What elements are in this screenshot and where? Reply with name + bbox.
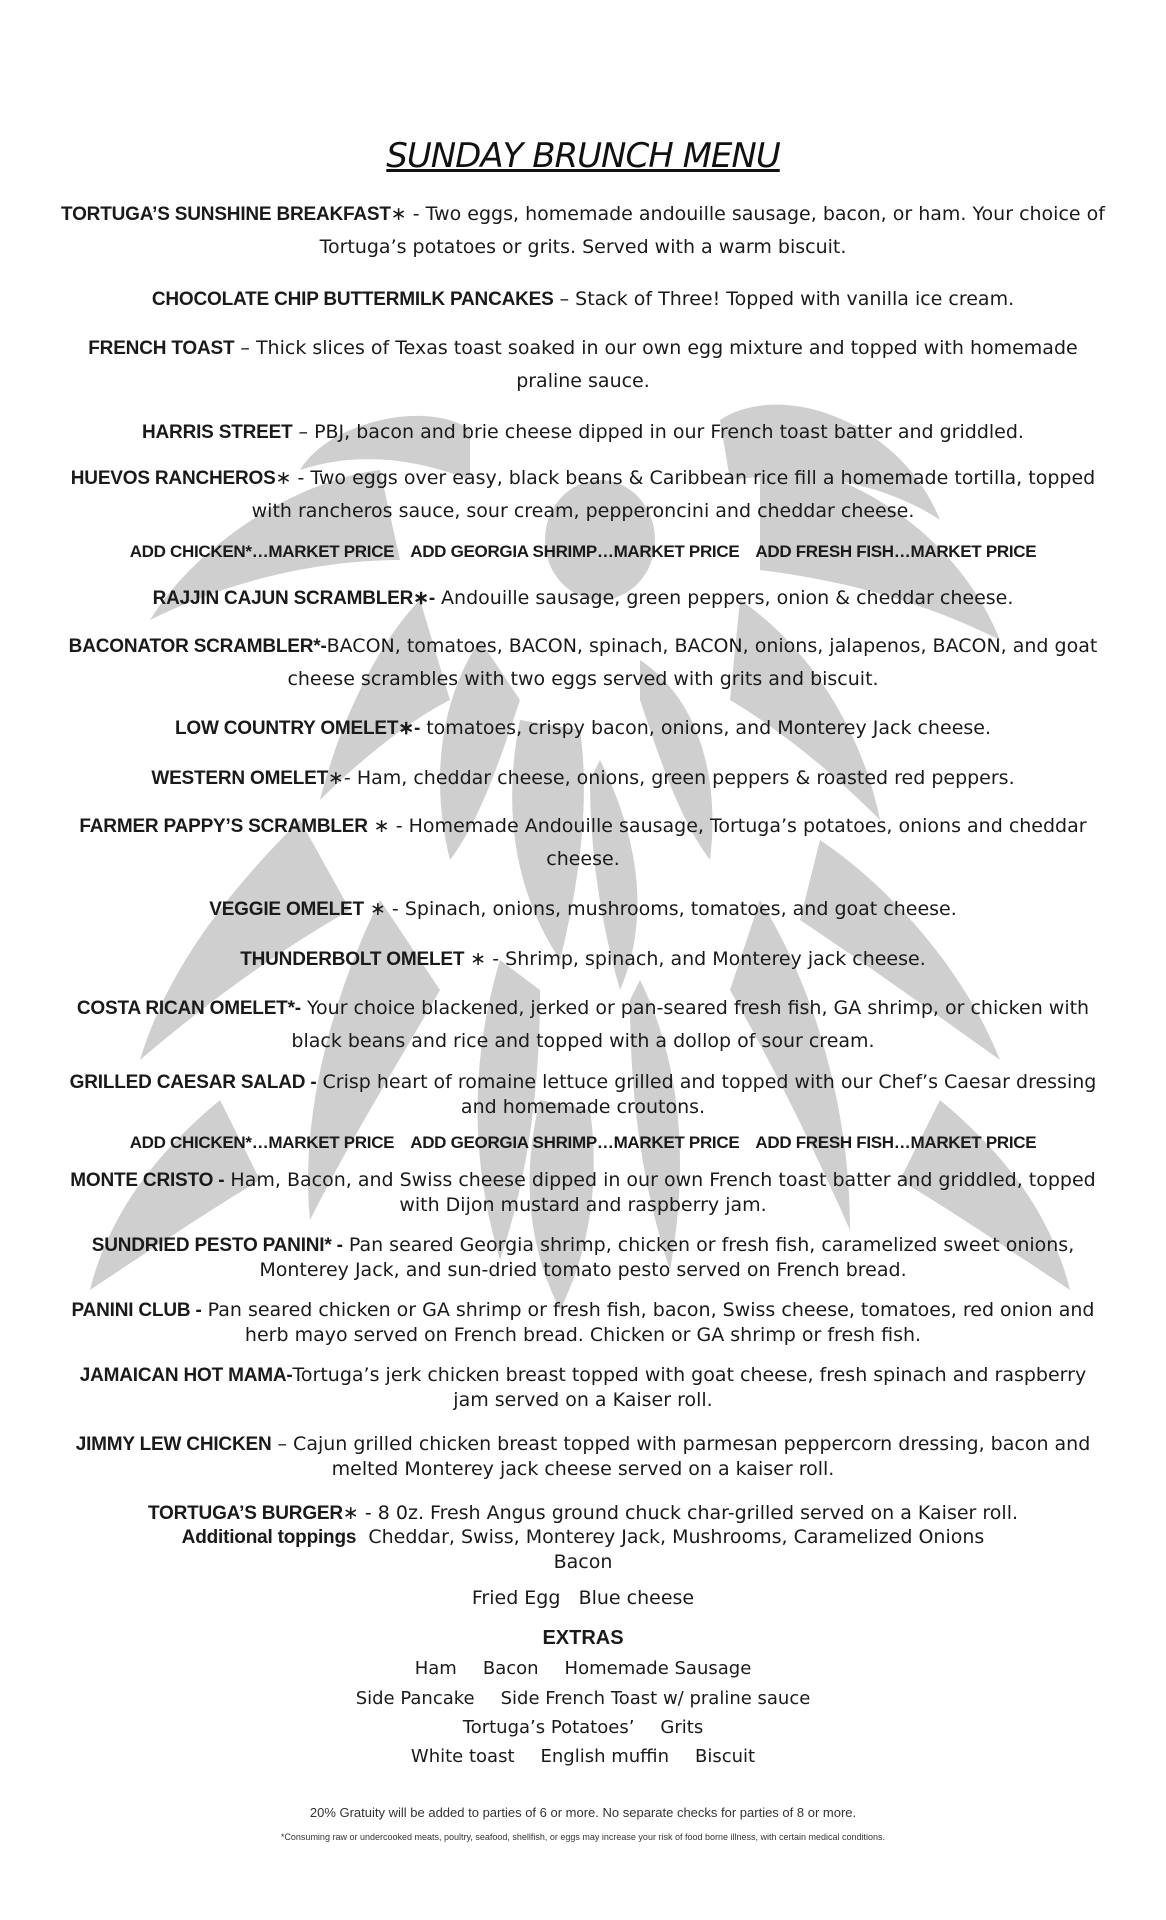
item-desc: Ham, Bacon, and Swiss cheese dipped in our own French toast batter and griddled, topped with Dijon mustard and raspberry jam. (224, 1169, 1096, 1216)
extras-row-1 (0, 1658, 1166, 1679)
item-desc: Tortuga’s jerk chicken breast topped with goat cheese, fresh spinach and raspberry jam served on a Kaiser roll. (292, 1364, 1087, 1411)
menu-item-tortuga-burger (60, 1501, 1106, 1526)
menu-item-jamaican-hot-mama (60, 1363, 1106, 1413)
menu-item-costa-rican (60, 992, 1106, 1058)
item-desc: – Cajun grilled chicken breast topped with parmesan peppercorn dressing, bacon and melted Monterey jack cheese served on a kaiser roll. (271, 1433, 1091, 1480)
menu-item-panini-club (60, 1298, 1106, 1348)
item-desc: Andouille sausage, green peppers, onion & cheddar cheese. (435, 587, 1014, 609)
item-desc: Your choice blackened, jerked or pan-seared fresh fish, GA shrimp, or chicken with black beans and rice and topped with a dollop of sour cream. (291, 997, 1090, 1052)
extra-item: White toast (410, 1746, 515, 1767)
menu-item-farmer-pappy (60, 810, 1106, 876)
menu-item-veggie-omelet (60, 893, 1106, 926)
extras-row-4 (0, 1746, 1166, 1767)
toppings-line-2 (0, 1551, 1166, 1573)
item-desc: Pan seared chicken or GA shrimp or fresh fish, bacon, Swiss cheese, tomatoes, red onion and herb mayo served on French bread. Chicken or GA shrimp or fresh fish. (201, 1299, 1095, 1346)
food-safety-disclaimer: *Consuming raw or undercooked meats, poultry, seafood, shellfish, or eggs may increase your risk of food borne illness, with certain medical conditions. (280, 1832, 886, 1842)
extra-item: Side French Toast w/ praline sauce (500, 1688, 811, 1709)
menu-item-huevos-rancheros (60, 462, 1106, 528)
extras-heading (0, 1627, 1166, 1650)
add-shrimp: ADD GEORGIA SHRIMP…MARKET PRICE (410, 1133, 740, 1152)
toppings-blue-cheese: Blue cheese (578, 1587, 695, 1609)
add-protein-line-2 (40, 1133, 1126, 1153)
item-desc: ∗ - Homemade Andouille sausage, Tortuga’s potatoes, onions and cheddar cheese. (367, 815, 1087, 870)
menu-item-sunshine-breakfast (60, 198, 1106, 264)
menu-item-rajjin-cajun (60, 582, 1106, 615)
extra-item: Biscuit (695, 1746, 756, 1767)
item-desc: BACON, tomatoes, BACON, spinach, BACON, onions, jalapenos, BACON, and goat cheese scrambles with two eggs served with grits and biscuit. (287, 635, 1098, 690)
extra-item: Homemade Sausage (564, 1658, 752, 1679)
toppings-label: Additional toppings (181, 1527, 357, 1548)
add-shrimp: ADD GEORGIA SHRIMP…MARKET PRICE (410, 542, 740, 561)
item-name: TORTUGA’S BURGER (147, 1503, 343, 1524)
menu-item-pesto-panini (60, 1233, 1106, 1283)
item-desc: ∗- Ham, cheddar cheese, onions, green peppers & roasted red peppers. (328, 767, 1015, 789)
menu-item-thunderbolt (60, 943, 1106, 976)
item-desc: Pan seared Georgia shrimp, chicken or fresh fish, caramelized sweet onions, Monterey Jack, and sun-dried tomato pesto served on French bread. (259, 1234, 1075, 1281)
item-name: SUNDRIED PESTO PANINI* - (91, 1235, 343, 1256)
item-name: RAJJIN CAJUN SCRAMBLER∗- (152, 588, 436, 609)
item-name: JAMAICAN HOT MAMA- (79, 1365, 293, 1386)
add-protein-line (40, 542, 1126, 562)
item-name: CHOCOLATE CHIP BUTTERMILK PANCAKES (151, 289, 554, 310)
extra-item: Bacon (482, 1658, 539, 1679)
extras-row-2 (0, 1688, 1166, 1709)
toppings-bacon: Bacon (553, 1551, 613, 1573)
additional-toppings (0, 1526, 1166, 1549)
item-desc: – Thick slices of Texas toast soaked in our own egg mixture and topped with homemade praline sauce. (234, 337, 1078, 392)
menu-item-jimmy-lew (60, 1432, 1106, 1482)
add-chicken: ADD CHICKEN*…MARKET PRICE (129, 542, 395, 561)
item-desc: Crisp heart of romaine lettuce grilled and topped with our Chef’s Caesar dressing and homemade croutons. (316, 1071, 1097, 1118)
extra-item: Side Pancake (355, 1688, 475, 1709)
item-name: HUEVOS RANCHEROS (70, 468, 276, 489)
extra-item: Grits (660, 1717, 704, 1738)
extra-item: Ham (414, 1658, 457, 1679)
toppings-fried-egg: Fried Egg (471, 1587, 561, 1609)
menu-item-western-omelet (60, 762, 1106, 795)
add-fish: ADD FRESH FISH…MARKET PRICE (755, 542, 1037, 561)
item-name: THUNDERBOLT OMELET (240, 949, 465, 970)
item-name: HARRIS STREET (142, 422, 293, 443)
extras-row-3 (0, 1717, 1166, 1738)
menu-item-pancakes (60, 283, 1106, 316)
item-desc: – Stack of Three! Topped with vanilla ice cream. (553, 288, 1015, 310)
item-desc: ∗ - Two eggs, homemade andouille sausage, bacon, or ham. Your choice of Tortuga’s potatoes or grits. Served with a warm biscuit. (319, 203, 1105, 258)
item-name: WESTERN OMELET (151, 768, 328, 789)
item-desc: ∗ - Shrimp, spinach, and Monterey jack cheese. (464, 948, 926, 970)
item-desc: – PBJ, bacon and brie cheese dipped in our French toast batter and griddled. (292, 421, 1024, 443)
menu-item-monte-cristo (60, 1168, 1106, 1218)
item-name: LOW COUNTRY OMELET∗- (174, 718, 421, 739)
extra-item: Tortuga’s Potatoes’ (462, 1717, 635, 1738)
item-name: FARMER PAPPY’S SCRAMBLER (79, 816, 368, 837)
item-name: BACONATOR SCRAMBLER*- (68, 636, 327, 657)
item-name: FRENCH TOAST (88, 338, 235, 359)
item-desc: ∗ - Spinach, onions, mushrooms, tomatoes, and goat cheese. (363, 898, 957, 920)
item-name: VEGGIE OMELET (209, 899, 364, 920)
extras-title: EXTRAS (542, 1627, 624, 1649)
item-name: GRILLED CAESAR SALAD - (69, 1072, 317, 1093)
item-name: COSTA RICAN OMELET*- (76, 998, 301, 1019)
item-desc: ∗ - Two eggs over easy, black beans & Caribbean rice fill a homemade tortilla, topped with rancheros sauce, sour cream, pepperoncini and cheddar cheese. (251, 467, 1096, 522)
item-name: PANINI CLUB - (71, 1300, 202, 1321)
add-fish: ADD FRESH FISH…MARKET PRICE (755, 1133, 1037, 1152)
extra-item: English muffin (540, 1746, 669, 1767)
menu-item-low-country (60, 712, 1106, 745)
gratuity-note: 20% Gratuity will be added to parties of 6 or more. No separate checks for parties of 8 or more. (309, 1805, 857, 1820)
item-desc: tomatoes, crispy bacon, onions, and Monterey Jack cheese. (420, 717, 992, 739)
menu-title: SUNDAY BRUNCH MENU (386, 136, 780, 176)
menu-item-caesar-salad (60, 1070, 1106, 1120)
item-name: JIMMY LEW CHICKEN (75, 1434, 272, 1455)
item-name: MONTE CRISTO - (70, 1170, 225, 1191)
menu-item-baconator (60, 630, 1106, 696)
menu-item-french-toast (60, 332, 1106, 398)
item-desc: ∗ - 8 0z. Fresh Angus ground chuck char-grilled served on a Kaiser roll. (342, 1502, 1019, 1524)
item-name: TORTUGA’S SUNSHINE BREAKFAST (61, 204, 391, 225)
toppings-line-3 (0, 1587, 1166, 1609)
menu-item-harris-street (60, 416, 1106, 449)
add-chicken: ADD CHICKEN*…MARKET PRICE (129, 1133, 395, 1152)
toppings-line-1: Cheddar, Swiss, Monterey Jack, Mushrooms, Caramelized Onions (368, 1526, 985, 1548)
